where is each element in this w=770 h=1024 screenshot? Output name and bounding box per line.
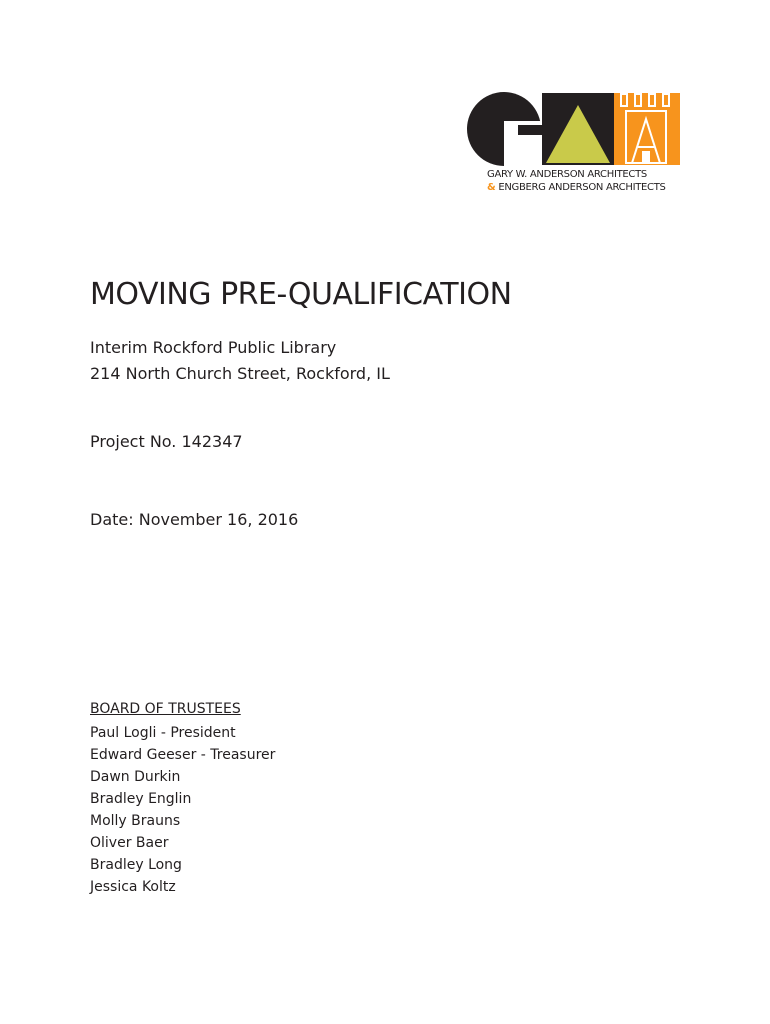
trustee-item: Paul Logli - President: [90, 725, 236, 741]
project-address: 214 North Church Street, Rockford, IL: [90, 364, 390, 383]
project-number: Project No. 142347: [90, 432, 243, 451]
trustee-item: Bradley Englin: [90, 791, 192, 807]
document-date: Date: November 16, 2016: [90, 510, 299, 529]
board-heading: BOARD OF TRUSTEES: [90, 701, 241, 717]
trustee-item: Jessica Koltz: [90, 879, 176, 895]
document-title: MOVING PRE-QUALIFICATION: [90, 277, 512, 312]
trustee-item: Oliver Baer: [90, 835, 169, 851]
trustee-item: Bradley Long: [90, 857, 182, 873]
logo-text-line2-label: ENGBERG ANDERSON ARCHITECTS: [498, 182, 666, 193]
trustee-item: Molly Brauns: [90, 813, 181, 829]
trustee-list: [90, 722, 275, 898]
gaa-logo-mark: [466, 91, 686, 167]
gaa-logo: [466, 91, 686, 197]
logo-text-line2: [487, 182, 666, 193]
trustee-item: Dawn Durkin: [90, 769, 181, 785]
logo-ampersand: &: [487, 182, 496, 193]
project-name: Interim Rockford Public Library: [90, 338, 337, 357]
logo-text-line1: GARY W. ANDERSON ARCHITECTS: [487, 169, 647, 180]
trustee-item: Edward Geeser - Treasurer: [90, 747, 276, 763]
